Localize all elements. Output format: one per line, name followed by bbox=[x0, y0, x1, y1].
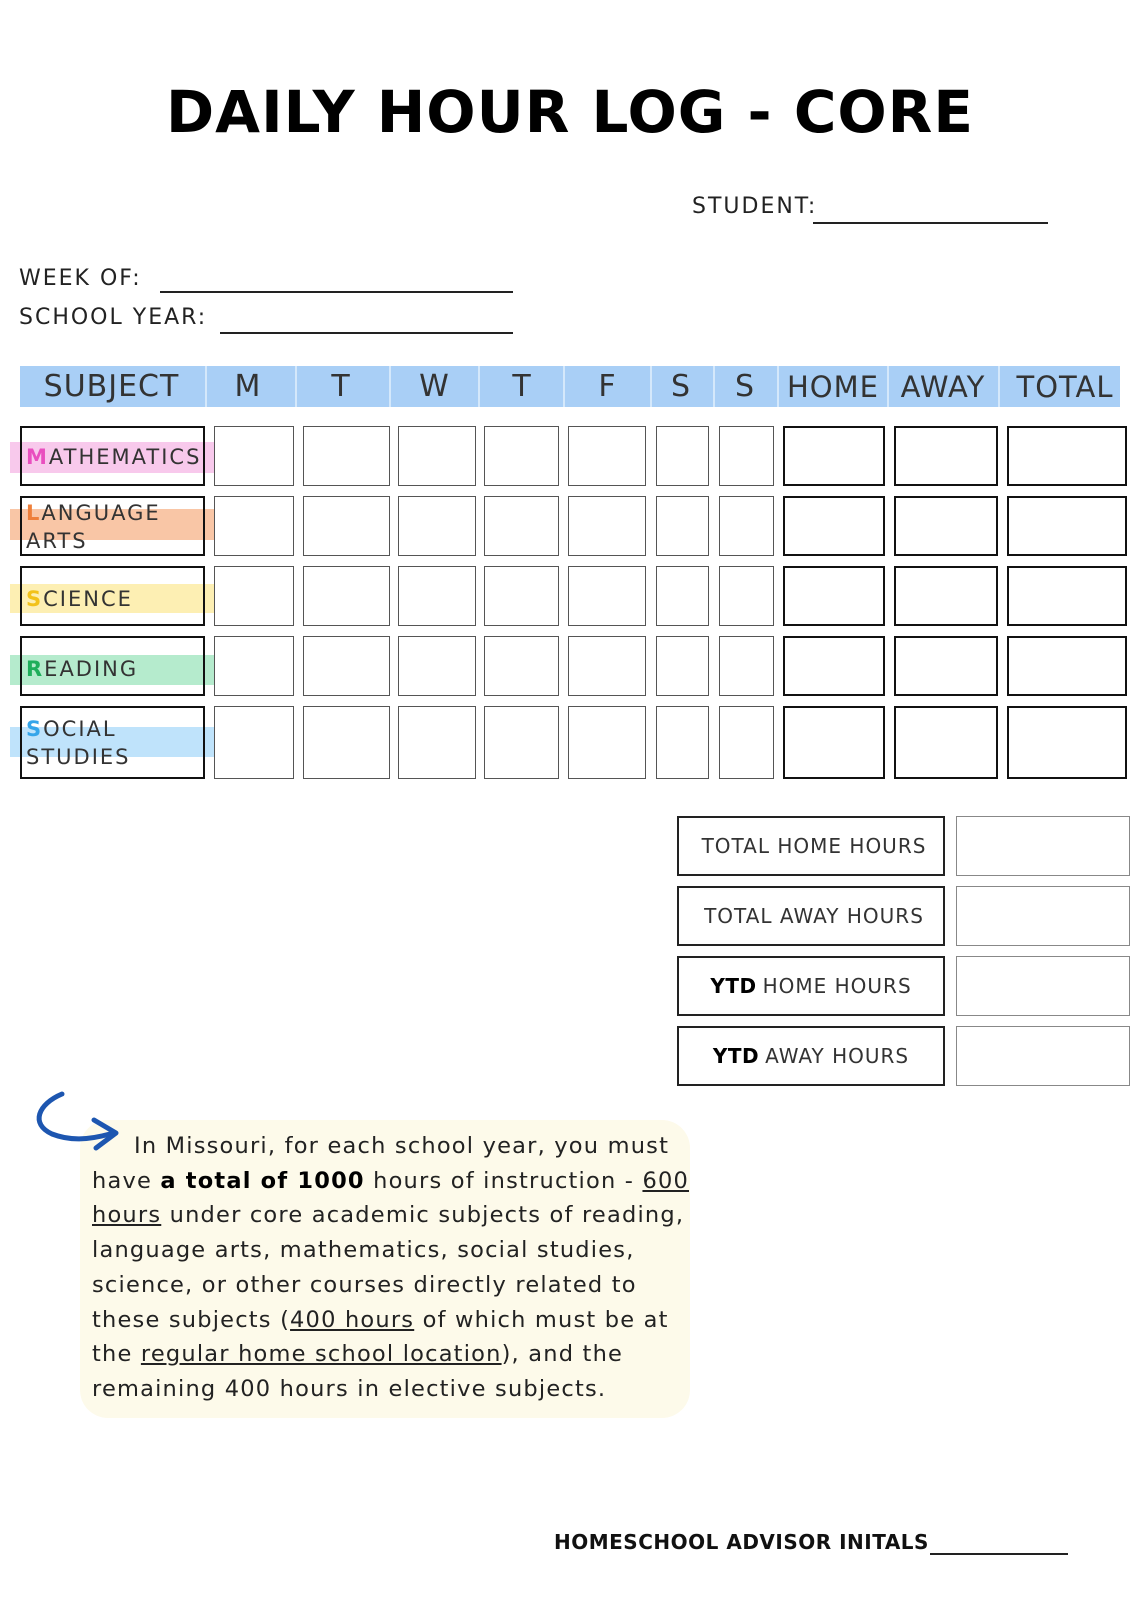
subject-label-line2: ARTS bbox=[26, 529, 88, 553]
school-year-label: SCHOOL YEAR: bbox=[19, 305, 208, 330]
subject-reading bbox=[26, 655, 138, 683]
hour-cell-fri[interactable] bbox=[568, 426, 646, 486]
totals-label-text: HOME HOURS bbox=[762, 974, 912, 998]
subject-initial: L bbox=[26, 501, 42, 525]
ytd-away-hours-field[interactable] bbox=[956, 1026, 1130, 1086]
note-underlined-text: 600 hours bbox=[92, 1167, 689, 1229]
hour-cell-total[interactable] bbox=[1007, 636, 1127, 696]
hour-cell-tue[interactable] bbox=[303, 496, 390, 556]
subject-social-studies bbox=[26, 715, 131, 771]
hour-cell-total[interactable] bbox=[1007, 566, 1127, 626]
header-divider bbox=[650, 366, 652, 407]
subject-label-line2: STUDIES bbox=[26, 745, 131, 769]
note-text-part: ), and the remaining 400 hours in elective subjects. bbox=[92, 1341, 624, 1402]
hour-cell-sun[interactable] bbox=[719, 706, 774, 779]
totals-bold-prefix: YTD bbox=[710, 974, 757, 998]
total-home-hours-label bbox=[677, 816, 945, 876]
header-divider bbox=[887, 366, 889, 407]
hour-cell-thu[interactable] bbox=[484, 706, 559, 779]
header-divider bbox=[777, 366, 779, 407]
header-divider bbox=[998, 366, 1000, 407]
ytd-home-hours-field[interactable] bbox=[956, 956, 1130, 1016]
hour-cell-tue[interactable] bbox=[303, 636, 390, 696]
info-note-text bbox=[92, 1129, 692, 1407]
subject-language-arts bbox=[26, 499, 161, 555]
subject-label: OCIAL bbox=[43, 717, 117, 741]
subject-label: CIENCE bbox=[43, 587, 133, 611]
advisor-initials-label: HOMESCHOOL ADVISOR INITALS bbox=[554, 1530, 929, 1554]
hour-cell-away[interactable] bbox=[894, 706, 998, 779]
note-underlined-text: regular home school location bbox=[140, 1341, 502, 1368]
hour-cell-total[interactable] bbox=[1007, 496, 1127, 556]
hour-cell-mon[interactable] bbox=[214, 426, 294, 486]
hour-cell-away[interactable] bbox=[894, 496, 998, 556]
subject-science bbox=[26, 585, 133, 613]
total-away-hours-label bbox=[677, 886, 945, 946]
totals-label-text: TOTAL HOME HOURS bbox=[701, 834, 927, 858]
note-text-part: In Missouri, for each school year, you must have bbox=[92, 1133, 670, 1194]
subject-label: ATHEMATICS bbox=[48, 445, 202, 469]
hour-cell-home[interactable] bbox=[783, 706, 885, 779]
week-of-field[interactable] bbox=[160, 291, 513, 293]
ytd-away-hours-label bbox=[677, 1026, 945, 1086]
header-divider bbox=[713, 366, 715, 407]
note-bold-text: a total of 1000 bbox=[160, 1167, 365, 1194]
hour-cell-fri[interactable] bbox=[568, 566, 646, 626]
student-field[interactable] bbox=[813, 222, 1048, 224]
header-divider bbox=[389, 366, 391, 407]
header-total: TOTAL bbox=[1016, 369, 1114, 404]
hour-cell-wed[interactable] bbox=[398, 636, 476, 696]
ytd-home-hours-label bbox=[677, 956, 945, 1016]
hour-cell-home[interactable] bbox=[783, 426, 885, 486]
hour-cell-sat[interactable] bbox=[656, 496, 709, 556]
totals-label-text: AWAY HOURS bbox=[765, 1044, 910, 1068]
subject-initial: M bbox=[26, 445, 49, 469]
hour-cell-wed[interactable] bbox=[398, 426, 476, 486]
hour-cell-home[interactable] bbox=[783, 636, 885, 696]
header-away: AWAY bbox=[900, 369, 986, 404]
note-text-part: of which must be at the bbox=[92, 1306, 669, 1368]
note-text-part: under core academic subjects of reading, language arts, mathematics, social studies, science, or other courses directly related to these subjects ( bbox=[92, 1202, 685, 1333]
page-title: DAILY HOUR LOG - CORE bbox=[166, 78, 974, 146]
hour-cell-thu[interactable] bbox=[484, 566, 559, 626]
hour-cell-sun[interactable] bbox=[719, 566, 774, 626]
header-tuesday: T bbox=[331, 369, 351, 404]
hour-cell-total[interactable] bbox=[1007, 426, 1127, 486]
note-text-part: hours of instruction - bbox=[364, 1167, 643, 1194]
hour-cell-sat[interactable] bbox=[656, 566, 709, 626]
hour-cell-mon[interactable] bbox=[214, 496, 294, 556]
hour-cell-sun[interactable] bbox=[719, 426, 774, 486]
advisor-initials-field[interactable] bbox=[930, 1553, 1068, 1555]
total-away-hours-field[interactable] bbox=[956, 886, 1130, 946]
subject-label: EADING bbox=[44, 657, 139, 681]
note-underlined-text: 400 hours bbox=[290, 1306, 415, 1333]
hour-cell-away[interactable] bbox=[894, 566, 998, 626]
hour-cell-sat[interactable] bbox=[656, 636, 709, 696]
header-monday: M bbox=[234, 369, 262, 404]
header-divider bbox=[205, 366, 207, 407]
hour-cell-away[interactable] bbox=[894, 426, 998, 486]
student-label: STUDENT: bbox=[692, 194, 818, 219]
totals-bold-prefix: YTD bbox=[712, 1044, 760, 1068]
hour-cell-tue[interactable] bbox=[303, 566, 390, 626]
hour-cell-home[interactable] bbox=[783, 566, 885, 626]
header-wednesday: W bbox=[419, 369, 450, 404]
subject-initial: S bbox=[26, 717, 44, 741]
hour-cell-sat[interactable] bbox=[656, 706, 709, 779]
hour-cell-sat[interactable] bbox=[656, 426, 709, 486]
header-saturday: S bbox=[670, 369, 692, 404]
header-subject: SUBJECT bbox=[43, 369, 180, 404]
hour-cell-thu[interactable] bbox=[484, 636, 559, 696]
hour-cell-mon[interactable] bbox=[214, 706, 294, 779]
hour-cell-tue[interactable] bbox=[303, 706, 390, 779]
hour-cell-mon[interactable] bbox=[214, 566, 294, 626]
hour-cell-home[interactable] bbox=[783, 496, 885, 556]
hour-cell-wed[interactable] bbox=[398, 496, 476, 556]
week-of-label: WEEK OF: bbox=[19, 266, 142, 291]
totals-label-text: TOTAL AWAY HOURS bbox=[704, 904, 924, 928]
hour-cell-mon[interactable] bbox=[214, 636, 294, 696]
header-divider bbox=[295, 366, 297, 407]
hour-cell-tue[interactable] bbox=[303, 426, 390, 486]
hour-cell-wed[interactable] bbox=[398, 566, 476, 626]
hour-cell-sun[interactable] bbox=[719, 496, 774, 556]
hour-cell-total[interactable] bbox=[1007, 706, 1127, 779]
header-thursday: T bbox=[512, 369, 532, 404]
subject-initial: S bbox=[26, 587, 44, 611]
school-year-field[interactable] bbox=[220, 332, 513, 334]
hour-cell-thu[interactable] bbox=[484, 496, 559, 556]
hour-cell-fri[interactable] bbox=[568, 636, 646, 696]
total-home-hours-field[interactable] bbox=[956, 816, 1130, 876]
hour-cell-fri[interactable] bbox=[568, 496, 646, 556]
header-home: HOME bbox=[787, 369, 879, 404]
header-friday: F bbox=[598, 369, 617, 404]
hour-cell-wed[interactable] bbox=[398, 706, 476, 779]
subject-label: ANGUAGE bbox=[41, 501, 161, 525]
header-divider bbox=[563, 366, 565, 407]
hour-cell-fri[interactable] bbox=[568, 706, 646, 779]
subject-mathematics bbox=[26, 443, 201, 471]
hour-cell-thu[interactable] bbox=[484, 426, 559, 486]
subject-initial: R bbox=[26, 657, 45, 681]
header-sunday: S bbox=[734, 369, 756, 404]
header-divider bbox=[478, 366, 480, 407]
hour-cell-away[interactable] bbox=[894, 636, 998, 696]
hour-cell-sun[interactable] bbox=[719, 636, 774, 696]
